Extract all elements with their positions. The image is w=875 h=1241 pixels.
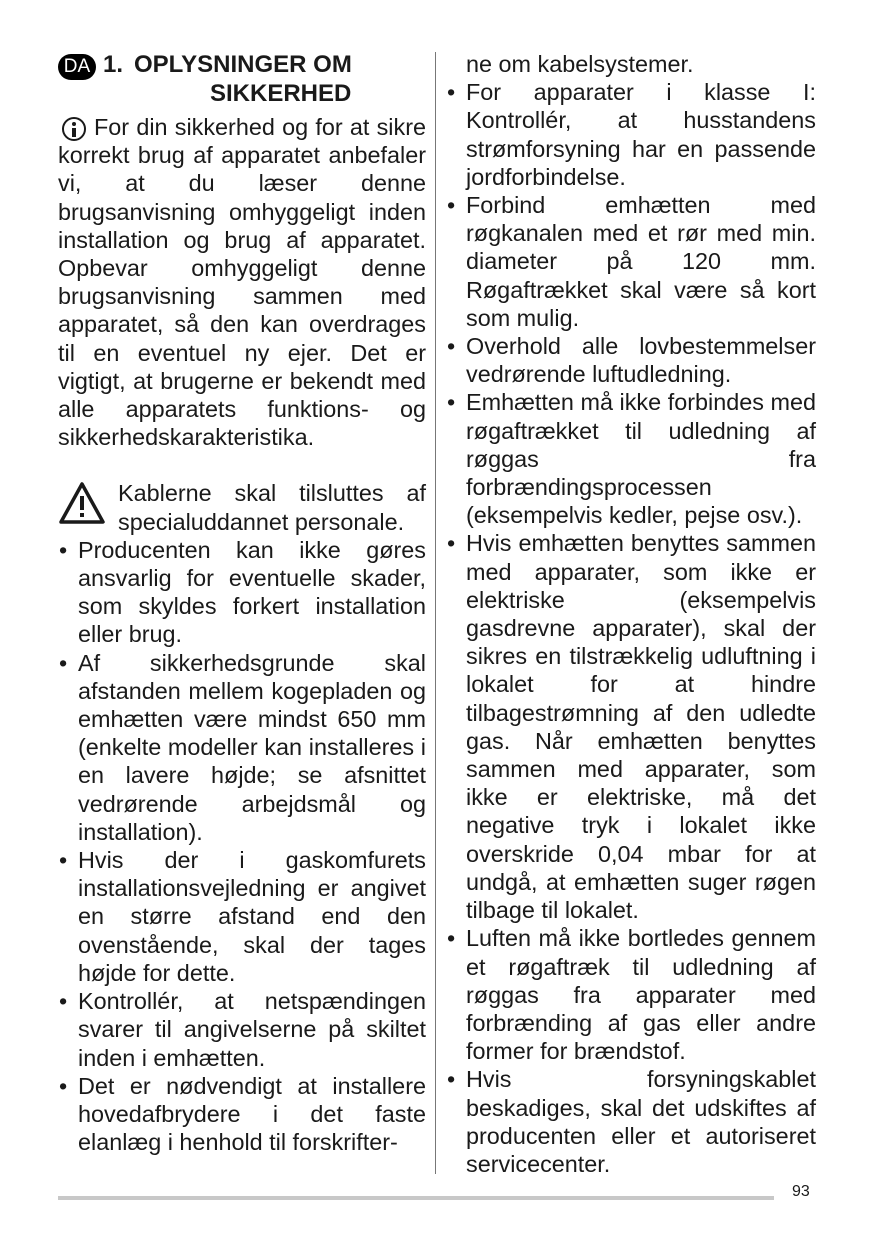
intro-paragraph-block [58, 113, 426, 451]
warning-triangle-icon [58, 481, 106, 525]
left-bullet-list [58, 536, 426, 1156]
list-item: • Hvis emhætten benyttes sammen med apparater, som ikke er elektriske (eksempelvis gasdrevne apparater), skal der sikres en tilstrækkelig udluftning i lokalet for at hindre tilbagestrømning af den udledte gas. Når emhætten benyttes sammen med apparater, som ikke er elektriske, må det negative tryk i lokalet ikke overskride 0,04 mbar for at undgå, at emhætten suger røgen tilbage til lokalet. [446, 529, 816, 924]
left-column [58, 50, 426, 1156]
section-title-line1: OPLYSNINGER OM [134, 51, 352, 78]
page-number: 93 [792, 1183, 810, 1200]
right-bullet-list [446, 78, 816, 1178]
language-badge: DA [58, 54, 96, 80]
right-column [446, 50, 816, 1178]
column-divider [435, 52, 436, 1174]
list-item: • Af sikkerhedsgrunde skal afstanden mellem kogepladen og emhætten være mindst 650 mm (enkelte modeller kan installeres i en lavere højde; se afsnittet vedrørende arbejdsmål og installation). [58, 649, 426, 846]
list-item: • For apparater i klasse I: Kontrollér, at husstandens strømforsyning har en passende jordforbindelse. [446, 78, 816, 191]
list-item: • Hvis der i gaskomfurets installationsvejledning er angivet en større afstand end den ovenstående, skal der tages højde for dette. [58, 846, 426, 987]
list-item: • Overhold alle lovbestemmelser vedrørende luftudledning. [446, 332, 816, 388]
section-title-line2: SIKKERHED [210, 80, 352, 107]
warning-block [58, 479, 426, 535]
warning-text: Kablerne skal tilsluttes af specialuddannet personale. [118, 480, 426, 535]
footer-rule [58, 1196, 774, 1200]
list-item: • Forbind emhætten med røgkanalen med et rør med min. diameter på 120 mm. Røgaftrækket skal være så kort som mulig. [446, 191, 816, 332]
list-item: • Producenten kan ikke gøres ansvarlig for eventuelle skader, som skyldes forkert installation eller brug. [58, 536, 426, 649]
info-icon [62, 117, 86, 141]
list-item: • Hvis forsyningskablet beskadiges, skal det udskiftes af producenten eller et autoriseret servicecenter. [446, 1065, 816, 1178]
section-heading [58, 50, 426, 110]
list-item: • Luften må ikke bortledes gennem et røgaftræk til udledning af røggas fra apparater med forbrænding af gas eller andre former for brændstof. [446, 924, 816, 1065]
intro-paragraph: For din sikkerhed og for at sikre korrekt brug af apparatet anbefaler vi, at du læser denne brugsanvisning omhyggeligt inden installation og brug af apparatet. Opbevar omhyggeligt denne brugsanvisning sammen med apparatet, så den kan overdrages til en eventuel ny ejer. Det er vigtigt, at brugerne er bekendt med alle apparatets funktions- og sikkerhedskarakteristika. [58, 114, 426, 451]
continued-text: ne om kabelsystemer. [466, 51, 694, 77]
list-item: • Emhætten må ikke forbindes med røgaftrækket til udledning af røggas fra forbrændingsprocessen (eksempelvis kedler, pejse osv.). [446, 388, 816, 529]
section-number: 1. [103, 51, 124, 78]
list-item: • Kontrollér, at netspændingen svarer til angivelserne på skiltet inden i emhætten. [58, 987, 426, 1072]
list-item: • Det er nødvendigt at installere hovedafbrydere i det faste elanlæg i henhold til forskrifter- [58, 1072, 426, 1157]
